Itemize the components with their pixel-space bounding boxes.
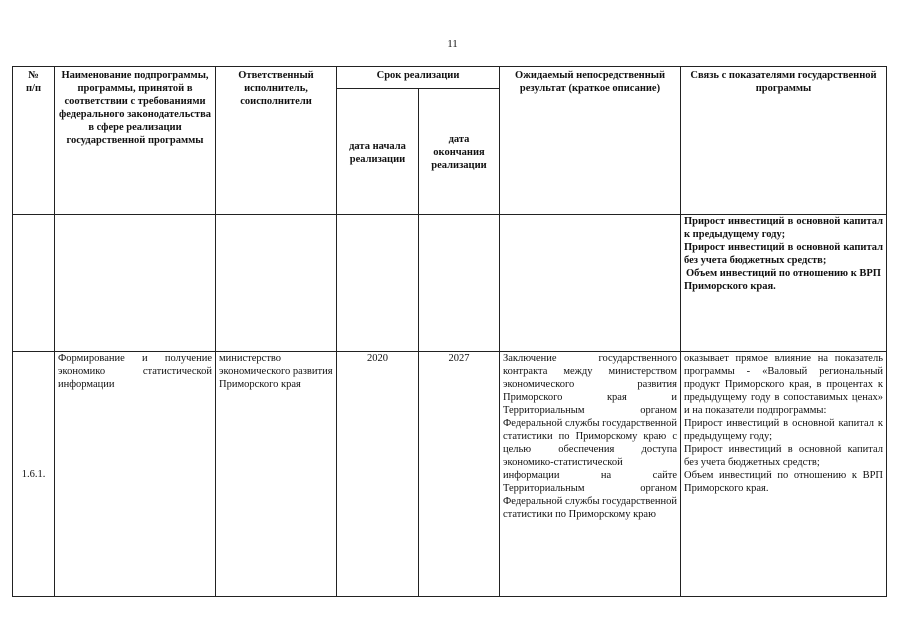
row-link-item: Объем инвестиций по отношению к ВРП Приморского края. (684, 470, 883, 494)
cont-result-cell (500, 215, 681, 352)
header-term: Срок реализации (337, 67, 500, 89)
cont-executor-cell (216, 215, 337, 352)
header-executor: Ответственный исполнитель, соисполнители (216, 67, 337, 215)
row-executor: министерство экономического развития Приморского края (216, 352, 337, 597)
cont-link-item: Объем инвестиций по отношению к ВРП Приморского края. (684, 268, 881, 292)
cont-start-cell (337, 215, 419, 352)
cont-num-cell (13, 215, 55, 352)
cont-name-cell (55, 215, 216, 352)
cont-end-cell (419, 215, 500, 352)
header-row (13, 67, 887, 89)
cont-link-item: Прирост инвестиций в основной капитал без учета бюджетных средств; (684, 242, 883, 266)
header-result: Ожидаемый непосредственный результат (краткое описание) (500, 67, 681, 215)
header-link: Связь с показателями государственной программы (681, 67, 887, 215)
row-end: 2027 (419, 352, 500, 597)
table-row (13, 352, 887, 597)
row-result: Заключение государственного контракта между министерством экономического развития Приморского края и Территориальным органом Федеральной службы государственной статистики по Приморскому краю с целью обеспечения доступа экономико-статистической информации на сайте Территориальным органом Федеральной службы государственной статистики по Приморскому краю (500, 352, 681, 597)
row-link-item: Прирост инвестиций в основной капитал к предыдущему году; (684, 418, 883, 442)
row-name: Формирование и получение экономико статистической информации (55, 352, 216, 597)
cont-link-cell (681, 215, 887, 352)
row-link (681, 352, 887, 597)
program-table (12, 66, 887, 597)
header-start: дата начала реализации (337, 89, 419, 215)
row-link-item: Прирост инвестиций в основной капитал без учета бюджетных средств; (684, 444, 883, 468)
cont-link-item: Прирост инвестиций в основной капитал к предыдущему году; (684, 216, 883, 240)
page-number: 11 (447, 38, 458, 50)
row-start: 2020 (337, 352, 419, 597)
continuation-row (13, 215, 887, 352)
row-link-item: оказывает прямое влияние на показатель программы - «Валовый региональный продукт Приморского края, в процентах к предыдущему году в сопоставимых ценах» и на показатели подпрограммы: (684, 353, 883, 416)
header-num: № п/п (13, 67, 55, 215)
header-end: дата окончания реализации (419, 89, 500, 215)
header-name: Наименование подпрограммы, программы, принятой в соответствии с требованиями федерального законодательства в сфере реализации государственной программы (55, 67, 216, 215)
row-num: 1.6.1. (13, 352, 55, 597)
